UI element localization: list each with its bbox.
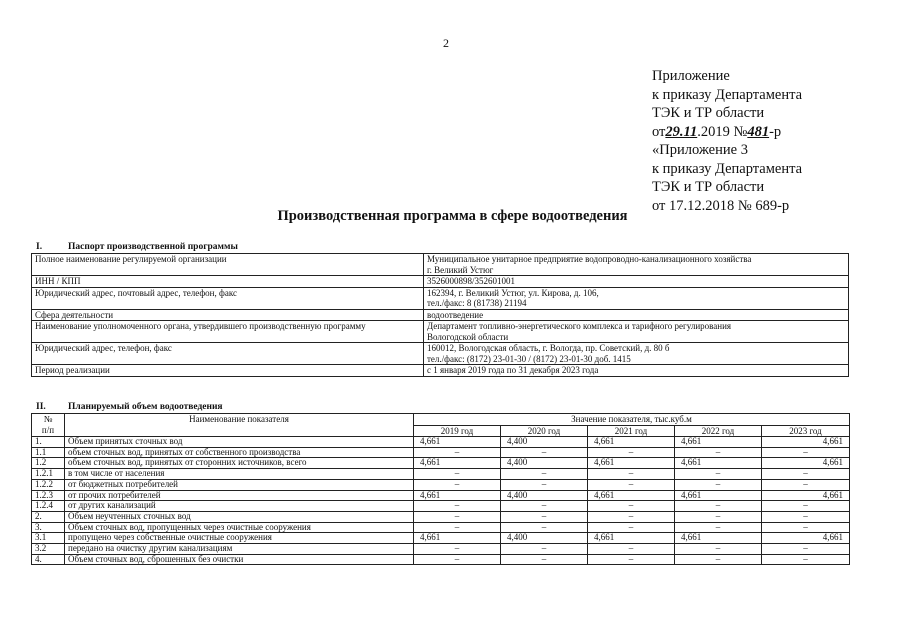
passport-value: водоотведение bbox=[424, 309, 849, 321]
passport-label: Юридический адрес, телефон, факс bbox=[32, 343, 424, 365]
col-header-number: № п/п bbox=[32, 414, 65, 437]
passport-row bbox=[32, 276, 849, 288]
row-number: 1.2 bbox=[32, 458, 65, 469]
passport-label: Юридический адрес, почтовый адрес, телефон, факс bbox=[32, 287, 424, 309]
row-value: 4,400 bbox=[501, 437, 588, 448]
appendix-line: Приложение bbox=[652, 68, 730, 84]
row-value: – bbox=[762, 511, 850, 522]
row-value: 4,661 bbox=[414, 533, 501, 544]
row-value: – bbox=[762, 544, 850, 555]
row-value: – bbox=[501, 479, 588, 490]
row-value: – bbox=[501, 501, 588, 512]
passport-row bbox=[32, 287, 849, 309]
passport-value: 3526000898/352601001 bbox=[424, 276, 849, 288]
section1-title: Паспорт производственной программы bbox=[68, 242, 238, 252]
row-value: – bbox=[588, 554, 675, 565]
order-year: .2019 № bbox=[697, 123, 748, 140]
row-value: – bbox=[414, 501, 501, 512]
row-value: 4,661 bbox=[762, 490, 850, 501]
row-value: – bbox=[675, 469, 762, 480]
row-value: – bbox=[588, 479, 675, 490]
row-value: – bbox=[501, 544, 588, 555]
row-value: – bbox=[675, 522, 762, 533]
order-prefix: от bbox=[652, 123, 666, 140]
passport-row bbox=[32, 365, 849, 377]
row-value: 4,661 bbox=[675, 533, 762, 544]
appendix-block bbox=[652, 67, 802, 215]
row-value: 4,661 bbox=[588, 458, 675, 469]
row-value: 4,661 bbox=[588, 490, 675, 501]
row-value: – bbox=[501, 447, 588, 458]
row-value: 4,400 bbox=[501, 490, 588, 501]
row-value: 4,400 bbox=[501, 533, 588, 544]
appendix-line: к приказу Департамента bbox=[652, 160, 803, 177]
row-value: – bbox=[588, 447, 675, 458]
row-name: от прочих потребителей bbox=[65, 490, 414, 501]
volume-row bbox=[32, 469, 850, 480]
row-value: 4,661 bbox=[762, 437, 850, 448]
volume-row bbox=[32, 479, 850, 490]
row-value: – bbox=[414, 447, 501, 458]
row-value: – bbox=[414, 544, 501, 555]
row-value: – bbox=[588, 522, 675, 533]
row-value: – bbox=[675, 479, 762, 490]
section1-number: I. bbox=[36, 242, 43, 252]
row-value: – bbox=[762, 479, 850, 490]
passport-label: Наименование уполномоченного органа, утвердившего производственную программу bbox=[32, 321, 424, 343]
row-value: – bbox=[588, 501, 675, 512]
passport-row bbox=[32, 309, 849, 321]
appendix-line: от 17.12.2018 № 689-р bbox=[652, 197, 790, 214]
row-value: – bbox=[414, 554, 501, 565]
volume-row bbox=[32, 458, 850, 469]
row-name: объем сточных вод, принятых от сторонних источников, всего bbox=[65, 458, 414, 469]
row-value: 4,661 bbox=[675, 437, 762, 448]
col-header-value: Значение показателя, тыс.куб.м bbox=[414, 414, 850, 426]
row-value: 4,661 bbox=[588, 533, 675, 544]
row-name: Объем сточных вод, пропущенных через очистные сооружения bbox=[65, 522, 414, 533]
row-value: 4,661 bbox=[588, 437, 675, 448]
order-suffix: -р bbox=[769, 123, 782, 140]
passport-row bbox=[32, 343, 849, 365]
row-number: 1.2.2 bbox=[32, 479, 65, 490]
page-number: 2 bbox=[443, 36, 449, 50]
row-number: 3. bbox=[32, 522, 65, 533]
col-header-year: 2021 год bbox=[588, 425, 675, 437]
row-name: от других канализаций bbox=[65, 501, 414, 512]
volume-row bbox=[32, 447, 850, 458]
row-number: 4. bbox=[32, 554, 65, 565]
passport-row bbox=[32, 254, 849, 276]
row-number: 2. bbox=[32, 511, 65, 522]
row-number: 3.2 bbox=[32, 544, 65, 555]
row-value: – bbox=[501, 522, 588, 533]
row-value: 4,661 bbox=[414, 437, 501, 448]
row-value: – bbox=[762, 469, 850, 480]
row-value: 4,661 bbox=[414, 490, 501, 501]
row-number: 1.1 bbox=[32, 447, 65, 458]
row-value: – bbox=[675, 554, 762, 565]
col-header-name: Наименование показателя bbox=[65, 414, 414, 437]
row-name: в том числе от населения bbox=[65, 469, 414, 480]
passport-label: Полное наименование регулируемой организации bbox=[32, 254, 424, 276]
row-value: – bbox=[762, 501, 850, 512]
row-name: передано на очистку другим канализациям bbox=[65, 544, 414, 555]
section2-number: II. bbox=[36, 402, 46, 412]
row-number: 3.1 bbox=[32, 533, 65, 544]
row-value: – bbox=[414, 479, 501, 490]
volume-row bbox=[32, 511, 850, 522]
row-value: 4,661 bbox=[414, 458, 501, 469]
row-value: 4,661 bbox=[762, 533, 850, 544]
appendix-line: к приказу Департамента bbox=[652, 86, 803, 103]
col-header-year: 2022 год bbox=[675, 425, 762, 437]
section2-heading bbox=[36, 402, 223, 412]
section2-title: Планируемый объем водоотведения bbox=[68, 402, 223, 412]
row-value: – bbox=[414, 522, 501, 533]
handwritten-date: 29.11 bbox=[665, 123, 698, 140]
passport-table bbox=[31, 253, 849, 377]
passport-value: с 1 января 2019 года по 31 декабря 2023 года bbox=[424, 365, 849, 377]
passport-label: Сфера деятельности bbox=[32, 309, 424, 321]
row-value: – bbox=[501, 554, 588, 565]
appendix-line: ТЭК и ТР области bbox=[652, 179, 765, 195]
row-value: 4,661 bbox=[675, 490, 762, 501]
row-number: 1. bbox=[32, 437, 65, 448]
row-number: 1.2.3 bbox=[32, 490, 65, 501]
row-name: пропущено через собственные очистные сооружения bbox=[65, 533, 414, 544]
row-value: – bbox=[675, 447, 762, 458]
row-value: – bbox=[675, 511, 762, 522]
volume-table bbox=[31, 413, 850, 565]
passport-label: Период реализации bbox=[32, 365, 424, 377]
row-name: Объем принятых сточных вод bbox=[65, 437, 414, 448]
row-number: 1.2.4 bbox=[32, 501, 65, 512]
col-header-year: 2020 год bbox=[501, 425, 588, 437]
passport-value: 162394, г. Великий Устюг, ул. Кирова, д. 106, тел./факс: 8 (81738) 21194 bbox=[424, 287, 849, 309]
row-name: Объем неучтенных сточных вод bbox=[65, 511, 414, 522]
passport-label: ИНН / КПП bbox=[32, 276, 424, 288]
row-value: 4,400 bbox=[501, 458, 588, 469]
row-value: 4,661 bbox=[762, 458, 850, 469]
row-value: – bbox=[675, 544, 762, 555]
passport-value: 160012, Вологодская область, г. Вологда, пр. Советский, д. 80 б тел./факс: (8172) 23-01-30 / (8172) 23-01-30 доб. 1415 bbox=[424, 343, 849, 365]
volume-row bbox=[32, 554, 850, 565]
row-value: – bbox=[675, 501, 762, 512]
row-value: – bbox=[501, 469, 588, 480]
col-header-year: 2019 год bbox=[414, 425, 501, 437]
row-value: – bbox=[414, 511, 501, 522]
row-name: Объем сточных вод, сброшенных без очистки bbox=[65, 554, 414, 565]
volume-row bbox=[32, 533, 850, 544]
col-header-year: 2023 год bbox=[762, 425, 850, 437]
row-value: – bbox=[762, 554, 850, 565]
appendix-line: ТЭК и ТР области bbox=[652, 105, 765, 121]
document-title: Производственная программа в сфере водоотведения bbox=[277, 208, 628, 224]
row-name: от бюджетных потребителей bbox=[65, 479, 414, 490]
row-value: – bbox=[588, 544, 675, 555]
passport-value: Департамент топливно-энергетического комплекса и тарифного регулирования Вологодской области bbox=[424, 321, 849, 343]
volume-row bbox=[32, 522, 850, 533]
appendix-line: «Приложение 3 bbox=[652, 142, 748, 158]
volume-row bbox=[32, 501, 850, 512]
row-value: – bbox=[762, 522, 850, 533]
row-value: 4,661 bbox=[675, 458, 762, 469]
volume-row bbox=[32, 437, 850, 448]
row-value: – bbox=[588, 469, 675, 480]
row-value: – bbox=[414, 469, 501, 480]
handwritten-number: 481 bbox=[747, 123, 770, 140]
section1-heading bbox=[36, 242, 238, 252]
row-value: – bbox=[762, 447, 850, 458]
passport-value: Муниципальное унитарное предприятие водопроводно-канализационного хозяйства г. Великий Устюг bbox=[424, 254, 849, 276]
order-line bbox=[652, 123, 802, 142]
volume-row bbox=[32, 490, 850, 501]
volume-row bbox=[32, 544, 850, 555]
row-name: объем сточных вод, принятых от собственного производства bbox=[65, 447, 414, 458]
row-number: 1.2.1 bbox=[32, 469, 65, 480]
passport-row bbox=[32, 321, 849, 343]
row-value: – bbox=[501, 511, 588, 522]
row-value: – bbox=[588, 511, 675, 522]
